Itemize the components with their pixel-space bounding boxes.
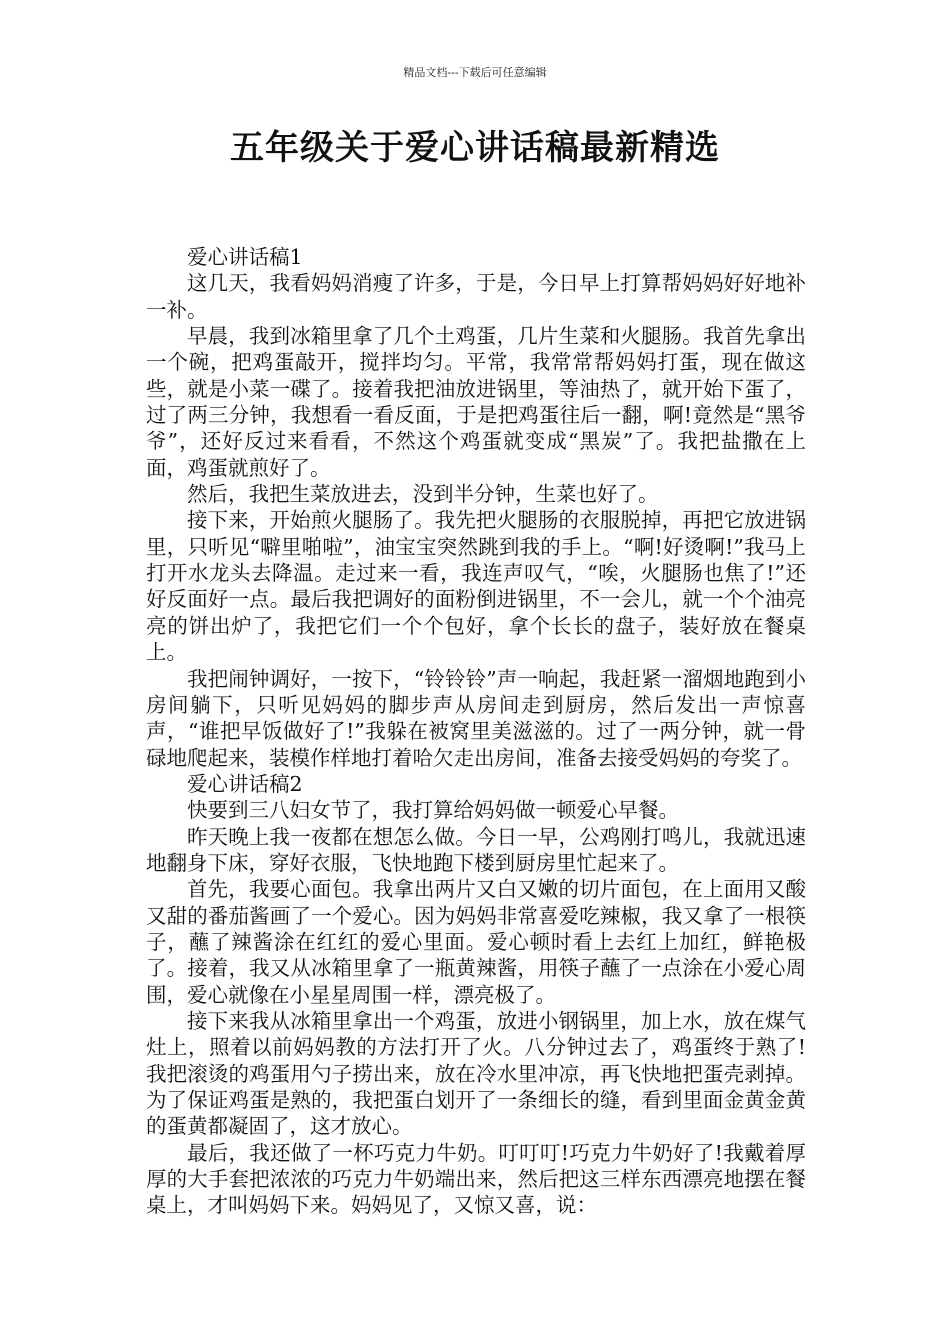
header-note: 精品文档---下载后可任意编辑 (403, 66, 547, 79)
paragraph: 我把闹钟调好，一按下，“铃铃铃”声一响起，我赶紧一溜烟地跑到小房间躺下，只听见妈妈的脚步声从房间走到厨房，然后发出一声惊喜声，“谁把早饭做好了!”我躲在被窝里美滋滋的。过了一两分钟，就一骨碌地爬起来，装模作样地打着哈欠走出房间，准备去接受妈妈的夸奖了。 (146, 666, 806, 770)
paragraph: 首先，我要心面包。我拿出两片又白又嫩的切片面包，在上面用又酸又甜的番茄酱画了一个爱心。因为妈妈非常喜爱吃辣椒，我又拿了一根筷子，蘸了辣酱涂在红红的爱心里面。爱心顿时看上去红上加红，鲜艳极了。接着，我又从冰箱里拿了一瓶黄辣酱，用筷子蘸了一点涂在小爱心周围，爱心就像在小星星周围一样，漂亮极了。 (146, 877, 806, 1007)
paragraph: 快要到三八妇女节了，我打算给妈妈做一顿爱心早餐。 (187, 798, 679, 823)
paragraph: 最后，我还做了一杯巧克力牛奶。叮叮叮!巧克力牛奶好了!我戴着厚厚的大手套把浓浓的巧克力牛奶端出来，然后把这三样东西漂亮地摆在餐桌上，才叫妈妈下来。妈妈见了，又惊又喜，说： (146, 1140, 806, 1218)
document-body (146, 244, 806, 1219)
paragraph: 接下来，开始煎火腿肠了。我先把火腿肠的衣服脱掉，再把它放进锅里，只听见“噼里啪啦”，油宝宝突然跳到我的手上。“啊!好烫啊!”我马上打开水龙头去降温。走过来一看，我连声叹气，“唉，火腿肠也焦了!”还好反面好一点。最后我把调好的面粉倒进锅里，不一会儿，就一个个油亮亮的饼出炉了，我把它们一个个包好，拿个长长的盘子，装好放在餐桌上。 (146, 508, 806, 665)
paragraph: 然后，我把生菜放进去，没到半分钟，生菜也好了。 (187, 482, 659, 507)
document-title: 五年级关于爱心讲话稿最新精选 (230, 128, 720, 168)
paragraph: 昨天晚上我一夜都在想怎么做。今日一早，公鸡刚打鸣儿，我就迅速地翻身下床，穿好衣服，飞快地跑下楼到厨房里忙起来了。 (146, 824, 806, 875)
paragraph: 这几天，我看妈妈消瘦了许多，于是，今日早上打算帮妈妈好好地补一补。 (146, 271, 806, 322)
paragraph: 接下来我从冰箱里拿出一个鸡蛋，放进小钢锅里，加上水，放在煤气灶上，照着以前妈妈教的方法打开了火。八分钟过去了，鸡蛋终于熟了!我把滚烫的鸡蛋用勺子捞出来，放在冷水里冲凉，再飞快地把蛋壳剥掉。为了保证鸡蛋是熟的，我把蛋白划开了一条细长的缝，看到里面金黄金黄的蛋黄都凝固了，这才放心。 (146, 1008, 806, 1139)
paragraph: 早晨，我到冰箱里拿了几个土鸡蛋，几片生菜和火腿肠。我首先拿出一个碗，把鸡蛋敲开，搅拌均匀。平常，我常常帮妈妈打蛋，现在做这些，就是小菜一碟了。接着我把油放进锅里，等油热了，就开始下蛋了，过了两三分钟，我想看一看反面，于是把鸡蛋往后一翻，啊!竟然是“黑爷爷”，还好反过来看看，不然这个鸡蛋就变成“黑炭”了。我把盐撒在上面，鸡蛋就煎好了。 (146, 324, 806, 480)
section-heading-1: 爱心讲话稿1 (187, 245, 303, 269)
section-heading-2: 爱心讲话稿2 (187, 771, 303, 796)
